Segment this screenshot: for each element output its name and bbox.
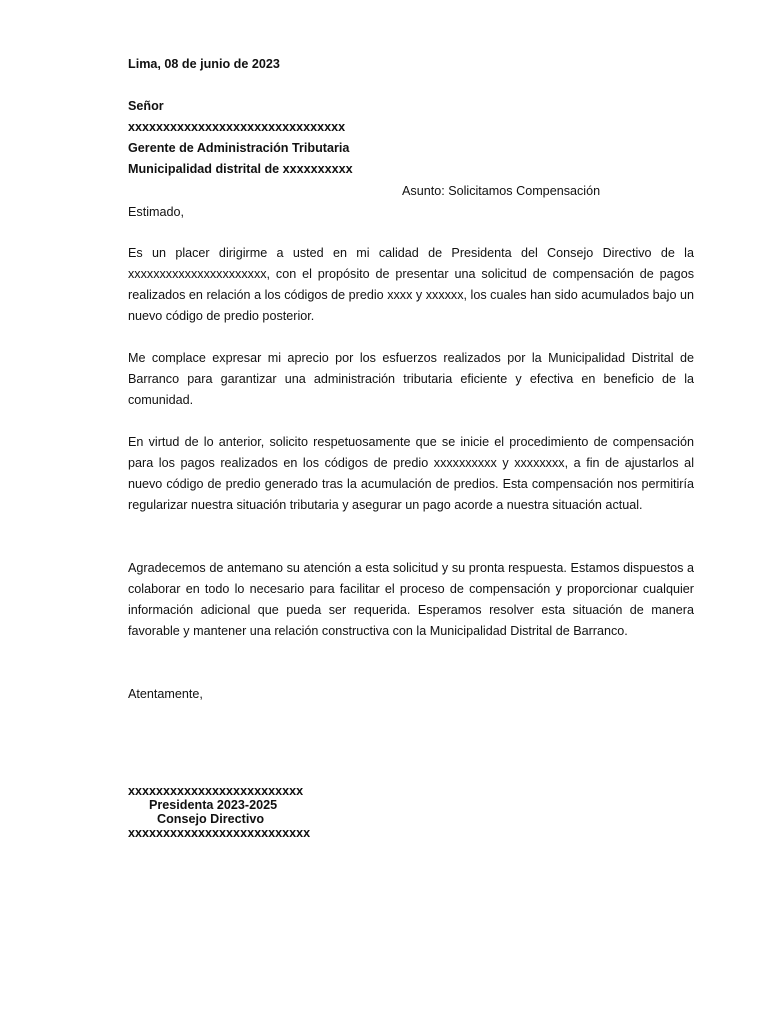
signature-name: xxxxxxxxxxxxxxxxxxxxxxxxx <box>128 784 304 798</box>
recipient-position: Gerente de Administración Tributaria <box>128 141 350 155</box>
recipient-institution: Municipalidad distrital de xxxxxxxxxx <box>128 162 353 176</box>
recipient-name: xxxxxxxxxxxxxxxxxxxxxxxxxxxxxxx <box>128 120 346 134</box>
body-paragraph-2: Me complace expresar mi aprecio por los esfuerzos realizados por la Municipalidad Distrital de Barranco para garantizar una administración tributaria eficiente y efectiva en beneficio de la comunidad. <box>128 351 694 407</box>
letter-date: Lima, 08 de junio de 2023 <box>128 57 280 71</box>
letter-closing: Atentamente, <box>128 687 203 701</box>
signature-title: Presidenta 2023-2025 <box>149 798 278 812</box>
body-paragraph-4: Agradecemos de antemano su atención a esta solicitud y su pronta respuesta. Estamos dispuestos a colaborar en todo lo necesario para facilitar el proceso de compensación y proporcionar cualquier información adicional que pueda ser requerida. Esperamos resolver esta situación de manera favorable y mantener una relación constructiva con la Municipalidad Distrital de Barranco. <box>128 561 694 638</box>
letter-subject: Asunto: Solicitamos Compensación <box>402 184 601 198</box>
letter-greeting: Estimado, <box>128 205 184 219</box>
body-paragraph-1: Es un placer dirigirme a usted en mi calidad de Presidenta del Consejo Directivo de la xxxxxxxxxxxxxxxxxxxxxx, con el propósito de presentar una solicitud de compensación de pagos realizados en relación a los códigos de predio xxxx y xxxxxx, los cuales han sido acumulados bajo un nuevo código de predio posterior. <box>128 246 694 323</box>
body-paragraph-3: En virtud de lo anterior, solicito respetuosamente que se inicie el procedimiento de compensación para los pagos realizados en los códigos de predio xxxxxxxxxx y xxxxxxxx, a fin de ajustarlos al nuevo código de predio generado tras la acumulación de predios. Esta compensación nos permitiría regularizar nuestra situación tributaria y asegurar un pago acorde a nuestra situación actual. <box>128 435 694 512</box>
signature-organization: xxxxxxxxxxxxxxxxxxxxxxxxxx <box>128 826 311 840</box>
recipient-salutation: Señor <box>128 99 164 113</box>
signature-role: Consejo Directivo <box>157 812 265 826</box>
